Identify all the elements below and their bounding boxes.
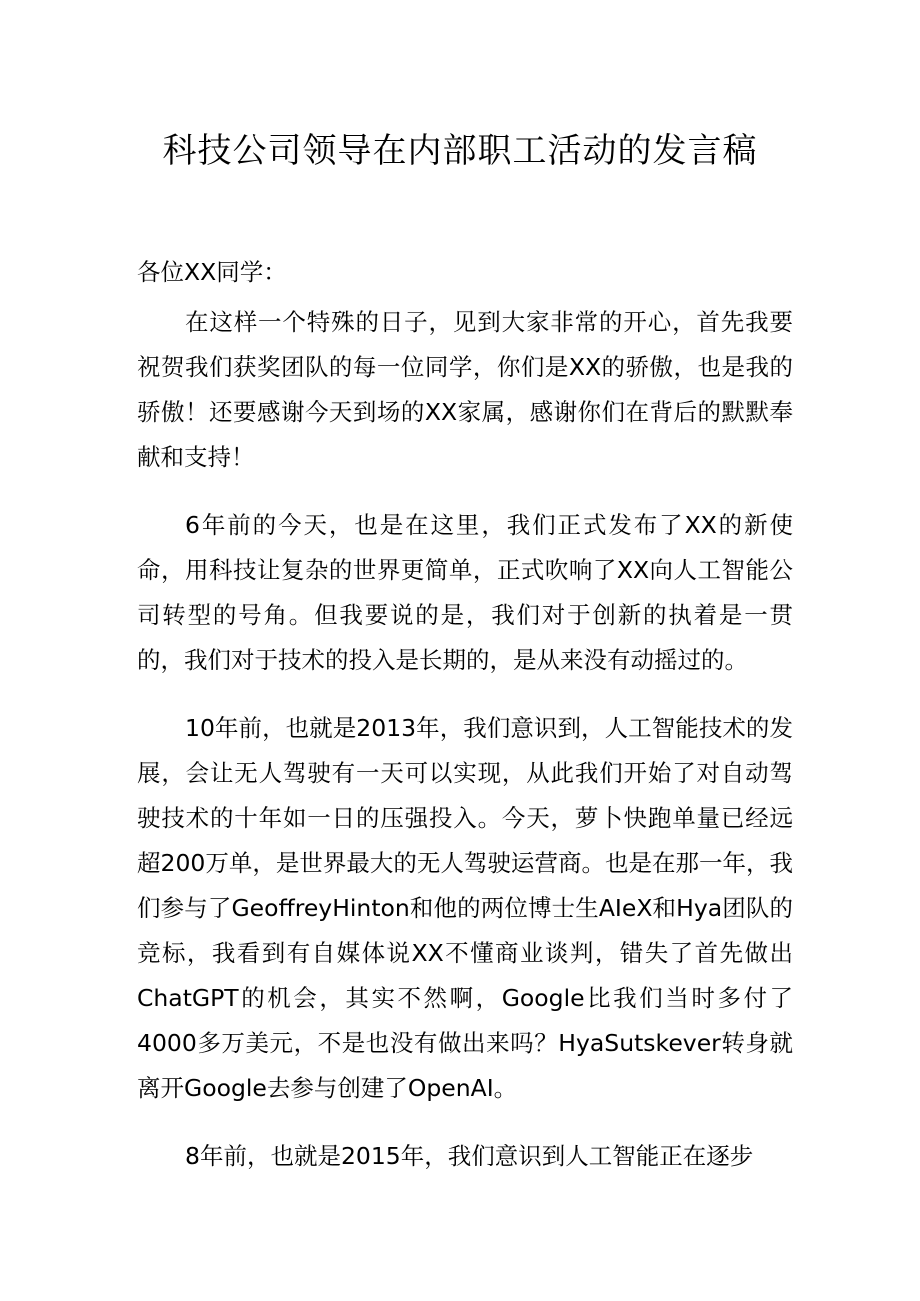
paragraph-4: 8年前，也就是2015年，我们意识到人工智能正在逐步 bbox=[185, 1142, 754, 1170]
paragraph-3: 10年前，也就是2013年，我们意识到，人工智能技术的发展，会让无人驾驶有一天可以实现，从此我们开始了对自动驾驶技术的十年如一日的压强投入。今天，萝卜快跑单量已经远超200万单，是世界最大的无人驾驶运营商。也是在那一年，我们参与了GeoffreyHinton和他的两位博士生AIeX和Hya团队的竞标，我看到有自媒体说XX不懂商业谈判，错失了首先做出ChatGPT的机会，其实不然啊，Google比我们当时多付了4000多万美元，不是也没有做出来吗？HyaSutskever转身就离开Google去参与创建了OpenAI。 bbox=[137, 714, 793, 1102]
paragraph-2: 6年前的今天，也是在这里，我们正式发布了XX的新使命，用科技让复杂的世界更简单，正式吹响了XX向人工智能公司转型的号角。但我要说的是，我们对于创新的执着是一贯的，我们对于技术的投入是长期的，是从来没有动摇过的。 bbox=[137, 511, 793, 674]
salutation: 各位XX同学： bbox=[137, 258, 287, 286]
document-body bbox=[137, 250, 793, 1202]
paragraph-1: 在这样一个特殊的日子，见到大家非常的开心，首先我要祝贺我们获奖团队的每一位同学，你们是XX的骄傲，也是我的骄傲！还要感谢今天到场的XX家属，感谢你们在背后的默默奉献和支持！ bbox=[137, 308, 793, 471]
document-title: 科技公司领导在内部职工活动的发言稿 bbox=[162, 131, 758, 171]
